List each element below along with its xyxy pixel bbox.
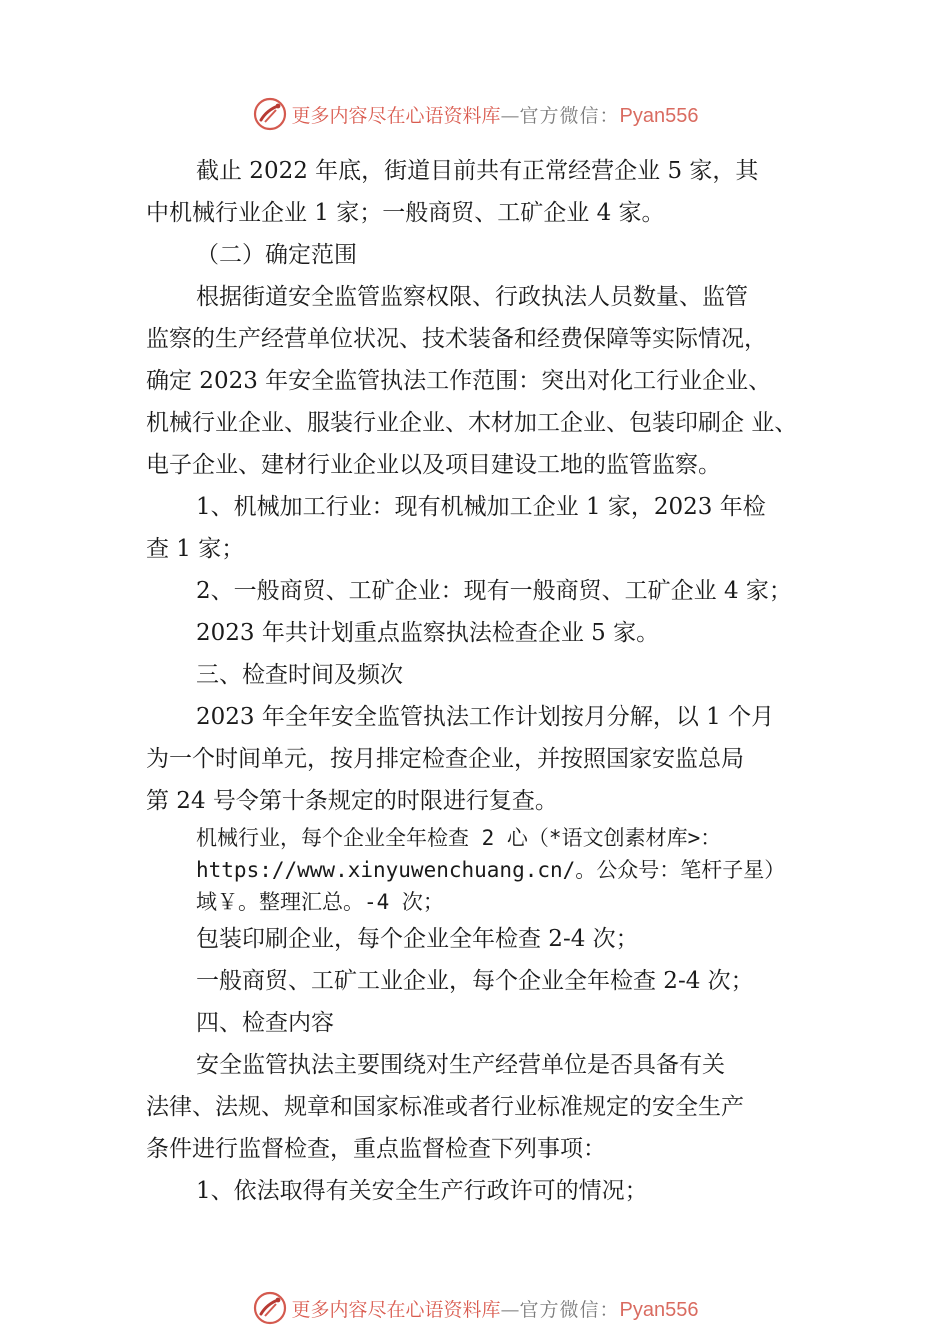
text-line: 四、检查内容: [196, 1010, 334, 1036]
text-line: 2023 年全年安全监管执法工作计划按月分解，以 1 个月: [196, 704, 775, 730]
text-line: 2023 年共计划重点监察执法检查企业 5 家。: [196, 620, 660, 646]
text-line: （二）确定范围: [196, 242, 357, 268]
text-line: 查 1 家；: [146, 536, 245, 562]
banner-brand: 更多内容尽在心语资料库: [291, 104, 501, 127]
library-logo-icon: [252, 1290, 288, 1326]
banner-label: 官方微信：: [519, 104, 620, 127]
text-line: 机械行业，每个企业全年检查 2 心（*语文创素材库>：: [196, 826, 722, 850]
banner-text: [292, 101, 699, 128]
text-line: 2、一般商贸、工矿企业：现有一般商贸、工矿企业 4 家；: [196, 578, 792, 604]
text-line: 1、依法取得有关安全生产行政许可的情况；: [196, 1178, 648, 1204]
text-line: 为一个时间单元，按月排定检查企业，并按照国家安监总局: [146, 746, 744, 772]
banner-wechat-id: Pyan556: [619, 104, 699, 127]
text-line: 机械行业企业、服装行业企业、木材加工企业、包装印刷企 业、: [146, 410, 798, 436]
text-line: 一般商贸、工矿工业企业，每个企业全年检查 2-4 次；: [196, 968, 754, 994]
text-line: 1、机械加工行业：现有机械加工企业 1 家，2023 年检: [196, 494, 766, 520]
document-body: [146, 150, 846, 1212]
footer-banner: [0, 1288, 950, 1328]
text-line: 中机械行业企业 1 家；一般商贸、工矿企业 4 家。: [146, 200, 665, 226]
text-line: 包装印刷企业，每个企业全年检查 2-4 次；: [196, 926, 639, 952]
header-banner: [0, 94, 950, 134]
banner-label: 官方微信：: [519, 1298, 620, 1321]
text-line: 监察的生产经营单位状况、技术装备和经费保障等实际情况，: [146, 326, 767, 352]
banner-wechat-id: Pyan556: [619, 1298, 699, 1321]
text-line: 确定 2023 年安全监管执法工作范围：突出对化工行业企业、: [146, 368, 772, 394]
text-line: https://www.xinyuwenchuang.cn/。公众号：笔杆子星）: [196, 858, 786, 882]
banner-brand: 更多内容尽在心语资料库: [291, 1298, 501, 1321]
text-line: 电子企业、建材行业企业以及项目建设工地的监管监察。: [146, 452, 721, 478]
text-line: 安全监管执法主要围绕对生产经营单位是否具备有关: [196, 1052, 725, 1078]
text-line: 法律、法规、规章和国家标准或者行业标准规定的安全生产: [146, 1094, 744, 1120]
text-line: 第 24 号令第十条规定的时限进行复查。: [146, 788, 558, 814]
text-line: 域￥。整理汇总。-4 次；: [196, 890, 444, 914]
banner-text: [292, 1295, 699, 1322]
text-line: 截止 2022 年底，街道目前共有正常经营企业 5 家，其: [196, 158, 759, 184]
library-logo-icon: [252, 96, 288, 132]
text-line: 三、检查时间及频次: [196, 662, 403, 688]
text-line: 条件进行监督检查，重点监督检查下列事项：: [146, 1136, 606, 1162]
banner-dash: —: [500, 104, 520, 127]
text-line: 根据街道安全监管监察权限、行政执法人员数量、监管: [196, 284, 748, 310]
banner-dash: —: [500, 1298, 520, 1321]
